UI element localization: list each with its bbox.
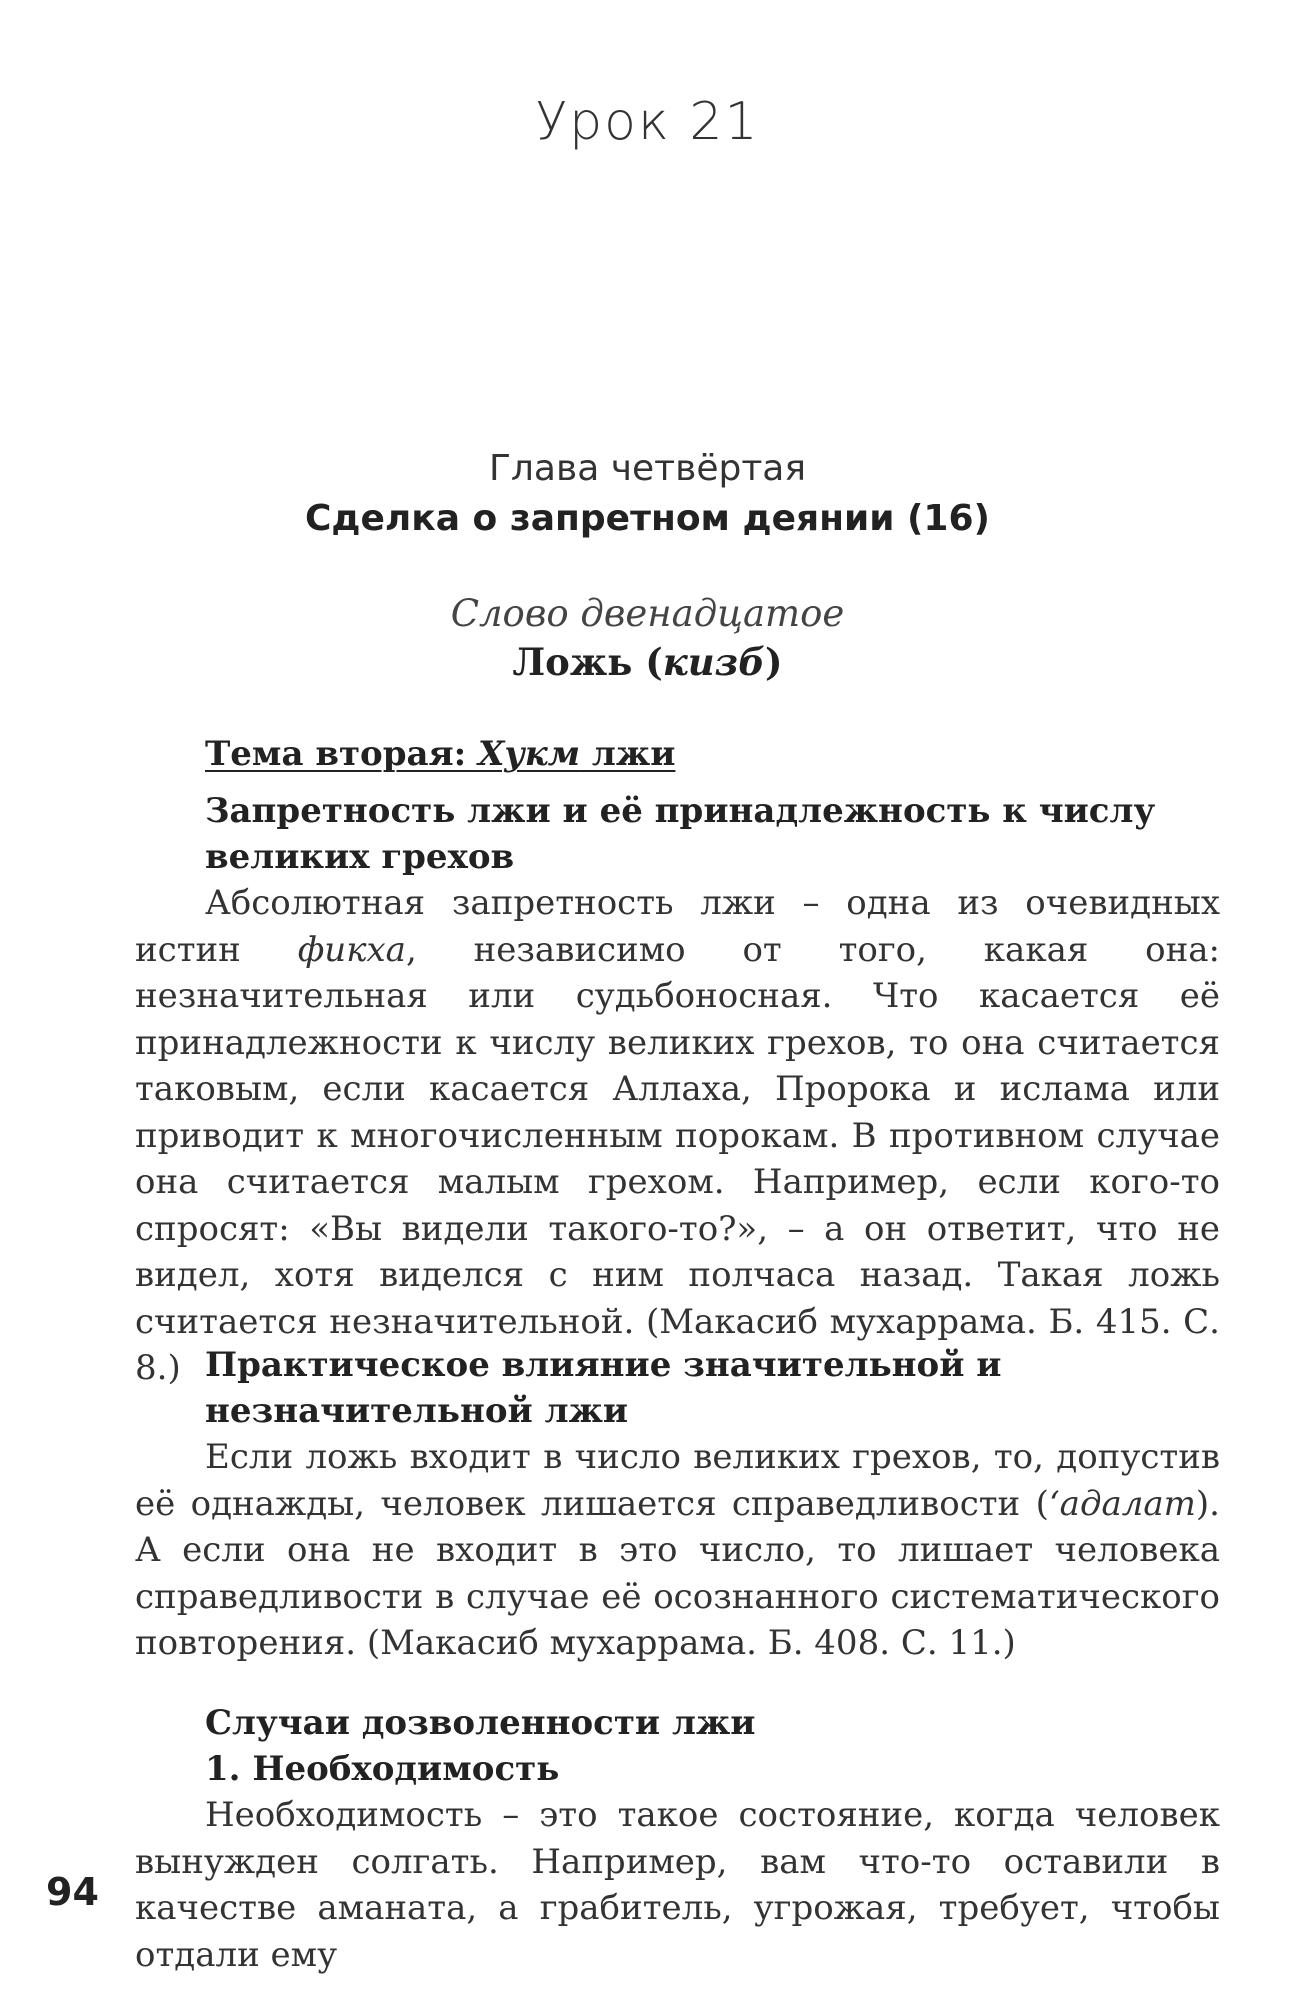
section2-text-rest: ). А если она не входит в это число, то лишает человека справедливости в случае её осознанного систематического повторения. (Макасиб мухаррама. Б. 408. С. 11.) <box>135 1483 1220 1663</box>
section3-paragraph: Необходимость – это такое состояние, когда человек вынужден солгать. Например, вам что-то оставили в качестве аманата, а грабитель, угрожая, требует, чтобы отдали ему <box>135 1795 1220 1975</box>
section1-heading: Запретность лжи и её принадлежность к числу великих грехов <box>205 791 1156 877</box>
section2-heading: Практическое влияние значительной и незначительной лжи <box>205 1345 1002 1431</box>
chapter-label: Глава четвёртая <box>488 448 807 489</box>
section2-text-italic: ʻадалат <box>1048 1483 1196 1524</box>
section2-text-start: Если ложь входит в число великих грехов, то, допустив её однажды, человек лишается справедливости ( <box>135 1437 1220 1524</box>
topic-italic: Хукм <box>478 734 581 774</box>
topic-suffix: лжи <box>580 734 676 774</box>
word-title <box>0 640 1295 684</box>
section1-text-rest: , независимо от того, какая она: незначительная или судьбоносная. Что касается её принадлежности к числу великих грехов, то она считается таковым, если касается Аллаха, Пророка и ислама или приводит к многочисленным порокам. В противном случае она считается малым грехом. Например, если кого-то спросят: «Вы видели такого-то?», – а он ответит, что не видел, хотя виделся с ним полчаса назад. Такая ложь считается незначительной. (Макасиб мухаррама. Б. 415. С. 8.) <box>135 929 1220 1388</box>
topic-heading <box>205 731 1220 777</box>
page-number: 94 <box>46 1870 99 1914</box>
section1-paragraph <box>135 880 1220 1392</box>
topic-prefix: Тема вторая: <box>205 734 479 774</box>
section3-heading: Случаи дозволенности лжи <box>205 1703 756 1743</box>
chapter-title: Сделка о запретном деянии (16) <box>305 498 990 539</box>
section2-paragraph <box>135 1434 1220 1667</box>
word-label: Слово двенадцатое <box>450 592 845 635</box>
lesson-title: Урок 21 <box>535 92 760 152</box>
word-title-italic: кизб <box>662 640 766 684</box>
word-title-end: ) <box>765 640 783 684</box>
section1-text-start: Абсолютная запретность лжи – одна из очевидных истин <box>135 883 1220 970</box>
word-title-main: Ложь ( <box>512 640 663 684</box>
section1-text-italic: фикха <box>297 929 406 970</box>
section3-subheading: 1. Необходимость <box>205 1749 560 1789</box>
